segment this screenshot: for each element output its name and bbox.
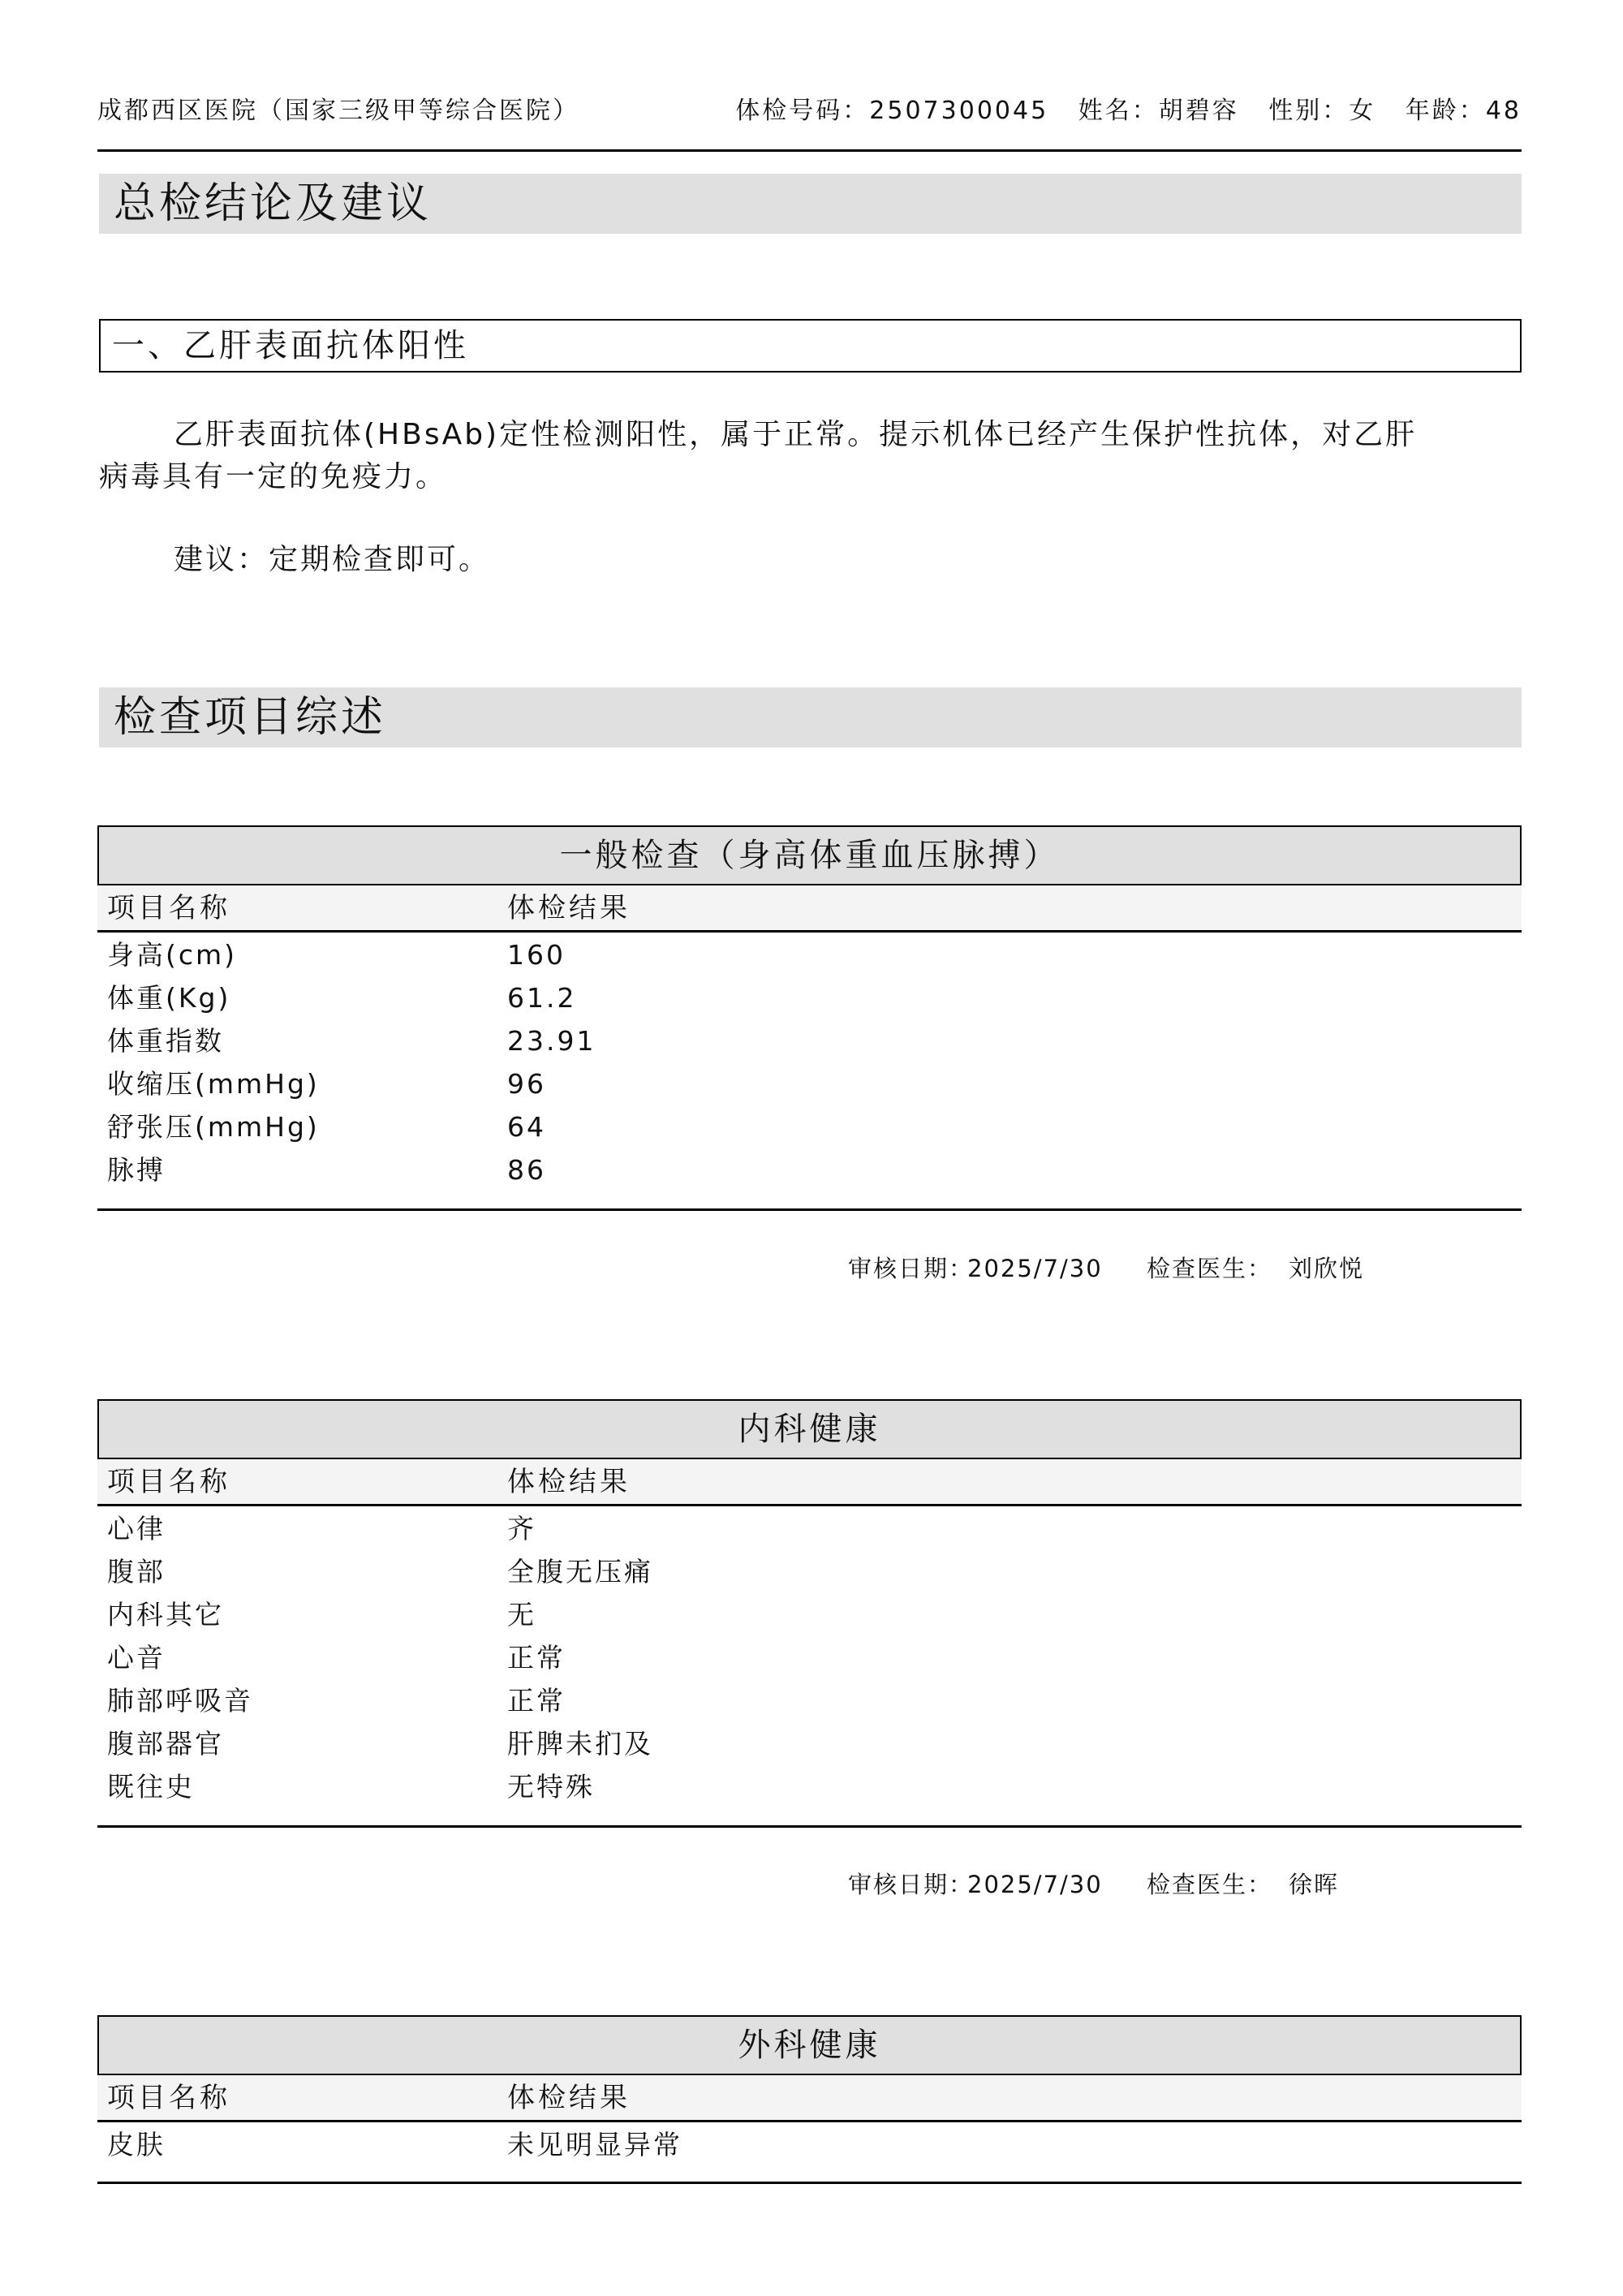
row-result: 64 [507, 1111, 546, 1143]
row-result: 肝脾未扪及 [507, 1728, 653, 1760]
row-item: 心音 [107, 1642, 166, 1674]
patient-age [1406, 97, 1522, 125]
table-row [97, 1148, 1522, 1191]
row-item: 皮肤 [107, 2129, 166, 2160]
table-row [97, 976, 1522, 1019]
row-item: 内科其它 [107, 1599, 224, 1630]
review-date: 2025/7/30 [967, 1255, 1103, 1282]
patient-age-label: 年龄： [1405, 97, 1486, 125]
doctor-name: 刘欣悦 [1289, 1255, 1365, 1282]
column-item-name: 项目名称 [107, 892, 230, 924]
table-bottom-rule [97, 2182, 1522, 2184]
conclusion-section-title: 总检结论及建议 [99, 174, 1522, 234]
doctor-name: 徐晖 [1289, 1871, 1340, 1898]
review-date-label: 审核日期： [848, 1255, 975, 1282]
exam-number-value: 2507300045 [869, 97, 1049, 125]
table-row [97, 1062, 1522, 1105]
patient-name-value: 胡碧容 [1158, 97, 1239, 125]
patient-gender-value: 女 [1349, 97, 1376, 125]
row-result: 160 [507, 939, 566, 971]
page-header [97, 89, 1522, 127]
doctor-label: 检查医生： [1147, 1255, 1273, 1282]
table-row [97, 1722, 1522, 1765]
table-row [97, 1679, 1522, 1722]
conclusion-paragraph-line1: 乙肝表面抗体(HBsAb)定性检测阳性，属于正常。提示机体已经产生保护性抗体，对乙肝 [174, 418, 1418, 451]
general-exam-footer [848, 1251, 1497, 1286]
row-item: 体重(Kg) [107, 982, 231, 1014]
row-result: 正常 [507, 1685, 566, 1717]
conclusion-paragraph-line2: 病毒具有一定的免疫力。 [99, 460, 448, 493]
row-item: 腹部 [107, 1556, 166, 1587]
hospital-name: 成都西区医院（国家三级甲等综合医院） [97, 97, 579, 125]
row-item: 脉搏 [107, 1154, 166, 1186]
patient-gender [1268, 97, 1375, 125]
conclusion-advice-block [99, 539, 1470, 581]
row-result: 未见明显异常 [507, 2129, 682, 2160]
column-result: 体检结果 [507, 2082, 631, 2114]
row-item: 体重指数 [107, 1025, 224, 1057]
surgery-column-header [97, 2075, 1522, 2122]
row-result: 无 [507, 1599, 536, 1630]
row-result: 61.2 [507, 982, 577, 1014]
column-item-name: 项目名称 [107, 1466, 230, 1498]
general-exam-table-title: 一般检查（身高体重血压脉搏） [97, 825, 1522, 885]
table-row [97, 933, 1522, 976]
patient-age-value: 48 [1485, 97, 1522, 125]
table-row [97, 1636, 1522, 1679]
patient-gender-label: 性别： [1268, 97, 1350, 125]
exam-number [735, 97, 1048, 125]
conclusion-advice: 建议：定期检查即可。 [174, 543, 491, 576]
patient-name [1078, 97, 1239, 125]
column-result: 体检结果 [507, 892, 631, 924]
row-item: 腹部器官 [107, 1728, 224, 1760]
surgery-table-title: 外科健康 [97, 2015, 1522, 2075]
internal-medicine-table-title: 内科健康 [97, 1399, 1522, 1459]
doctor-label: 检查医生： [1147, 1871, 1273, 1898]
row-result: 96 [507, 1068, 546, 1100]
table-row [97, 1105, 1522, 1148]
row-result: 86 [507, 1154, 546, 1186]
row-item: 舒张压(mmHg) [107, 1111, 320, 1143]
table-row [97, 1019, 1522, 1062]
table-row [97, 1507, 1522, 1550]
row-item: 身高(cm) [107, 939, 238, 971]
review-date: 2025/7/30 [967, 1871, 1103, 1898]
row-item: 收缩压(mmHg) [107, 1068, 320, 1100]
row-item: 心律 [107, 1513, 166, 1544]
exam-number-label: 体检号码： [735, 97, 870, 125]
conclusion-item-title: 一、乙肝表面抗体阳性 [99, 319, 1522, 373]
table-row [97, 1765, 1522, 1808]
row-item: 肺部呼吸音 [107, 1685, 253, 1717]
general-exam-column-header [97, 885, 1522, 933]
row-result: 齐 [507, 1513, 536, 1544]
summary-section-title: 检查项目综述 [99, 687, 1522, 747]
review-date-label: 审核日期： [848, 1871, 975, 1898]
row-result: 全腹无压痛 [507, 1556, 653, 1587]
column-item-name: 项目名称 [107, 2082, 230, 2114]
table-row [97, 1550, 1522, 1593]
header-divider [97, 149, 1522, 152]
table-bottom-rule [97, 1208, 1522, 1211]
table-bottom-rule [97, 1825, 1522, 1828]
table-row [97, 2123, 1522, 2166]
row-result: 正常 [507, 1642, 566, 1674]
row-item: 既往史 [107, 1771, 195, 1803]
table-row [97, 1593, 1522, 1636]
column-result: 体检结果 [507, 1466, 631, 1498]
internal-medicine-column-header [97, 1459, 1522, 1506]
row-result: 无特殊 [507, 1771, 595, 1803]
conclusion-paragraph [99, 414, 1470, 498]
row-result: 23.91 [507, 1025, 596, 1057]
internal-medicine-footer [848, 1867, 1497, 1902]
patient-info [716, 90, 1522, 126]
patient-name-label: 姓名： [1078, 97, 1159, 125]
